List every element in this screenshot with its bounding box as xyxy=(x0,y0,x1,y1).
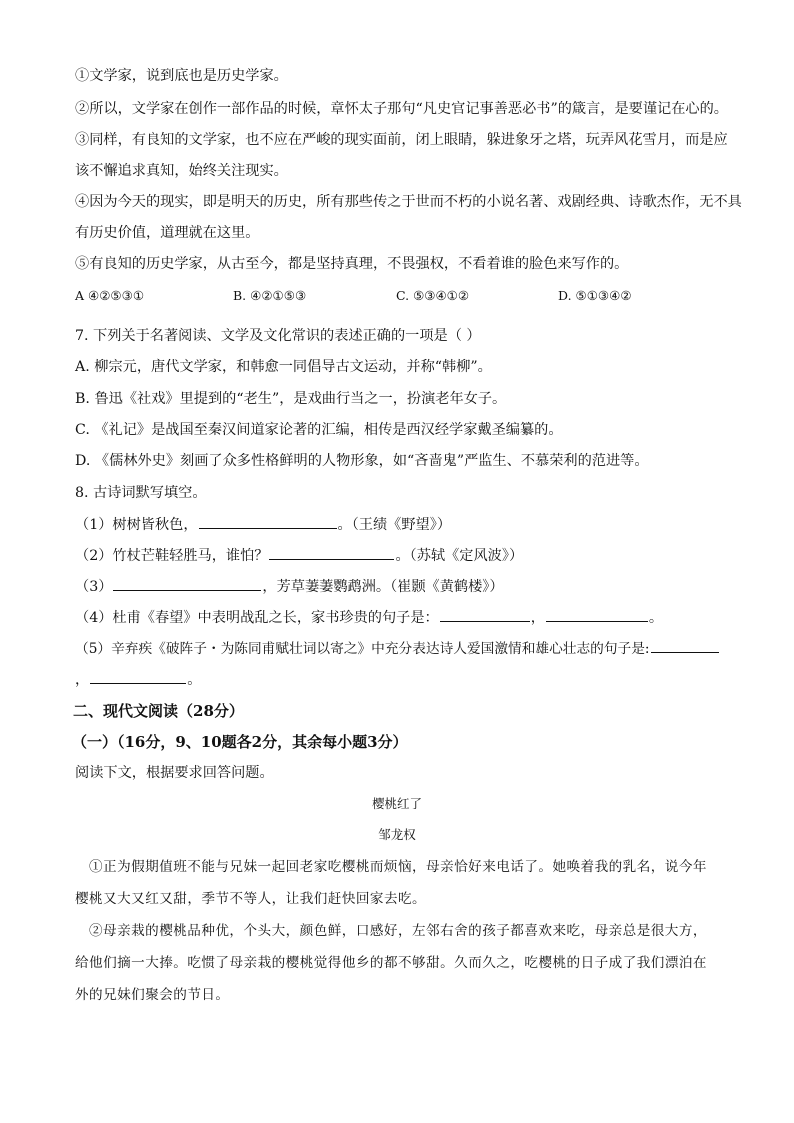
q8-2-prefix: （2）竹杖芒鞋轻胜马，谁怕？ xyxy=(75,548,269,564)
section-2-title: 二、现代文阅读（28分） xyxy=(73,702,244,720)
q8-1-source: 。（王绩《野望》） xyxy=(337,517,452,533)
q8-4-period: 。 xyxy=(648,610,664,626)
q6-sentence-5: ⑤有良知的历史学家，从古至今，都是坚持真理，不畏强权，不看着谁的脸色来写作的。 xyxy=(75,256,629,272)
q8-2-blank[interactable] xyxy=(269,545,394,560)
q8-line-5-cont xyxy=(75,669,201,690)
q8-5-prefix: （5）辛弃疾《破阵子・为陈同甫赋壮词以寄之》中充分表达诗人爱国激情和雄心壮志的句子是: xyxy=(75,641,650,657)
article-paragraph-1 xyxy=(75,851,720,915)
q7-option-c[interactable]: C. 《礼记》是战国至秦汉间道家论著的汇编，相传是西汉经学家戴圣编纂的。 xyxy=(75,422,563,438)
q8-line-2 xyxy=(75,545,523,566)
q8-4-comma: ， xyxy=(530,610,545,626)
q8-3-source: ，芳草萋萋鹦鹉洲。（崔颢《黄鹤楼》） xyxy=(262,579,504,595)
article-title: 樱桃红了 xyxy=(371,796,422,811)
q8-stem: 8. 古诗词默写填空。 xyxy=(75,485,207,501)
article-author: 邹龙权 xyxy=(378,827,416,842)
q7-option-b[interactable]: B. 鲁迅《社戏》里提到的“老生”，是戏曲行当之一，扮演老年女子。 xyxy=(75,391,507,407)
q8-line-5 xyxy=(75,638,720,659)
article-paragraph-2 xyxy=(75,915,720,1011)
q6-sentence-4-cont: 有历史价值，道理就在这里。 xyxy=(75,225,260,241)
q7-option-a[interactable]: A. 柳宗元，唐代文学家，和韩愈一同倡导古文运动，并称“韩柳”。 xyxy=(75,359,492,375)
q6-option-a[interactable]: A ④②⑤③① xyxy=(75,288,145,303)
q8-4-prefix: （4）杜甫《春望》中表明战乱之长，家书珍贵的句子是： xyxy=(75,610,439,626)
q8-line-3 xyxy=(75,576,504,597)
q8-5-blank-2[interactable] xyxy=(90,669,186,684)
article-paragraph-2-text: ②母亲栽的樱桃品种优，个头大，颜色鲜，口感好，左邻右舍的孩子都喜欢来吃，母亲总是很大方，给他们摘一大捧。吃惯了母亲栽的樱桃觉得他乡的都不够甜。久而久之，吃樱桃的日子成了我们漂泊在外的兄妹们聚会的节日。 xyxy=(75,923,707,1003)
q7-stem: 7. 下列关于名著阅读、文学及文化常识的表述正确的一项是（ ） xyxy=(75,328,481,344)
section-2-subtitle: （一）（16分，9、10题各2分，其余每小题3分） xyxy=(72,733,408,751)
q6-options xyxy=(75,286,715,306)
q8-5-period: 。 xyxy=(187,672,202,688)
q6-sentence-3-cont: 该不懈追求真知，始终关注现实。 xyxy=(75,163,288,179)
q8-5-comma: ， xyxy=(75,672,90,688)
q8-4-blank-2[interactable] xyxy=(546,607,648,622)
q6-sentence-4: ④因为今天的现实，即是明天的历史，所有那些传之于世而不朽的小说名著、戏剧经典、诗歌杰作，无不具 xyxy=(75,194,742,210)
q6-option-b[interactable]: B. ④②①⑤③ xyxy=(233,288,307,303)
q8-line-1 xyxy=(75,514,451,535)
q8-line-4 xyxy=(75,607,663,628)
q8-1-blank[interactable] xyxy=(199,514,337,529)
q6-sentence-3: ③同样，有良知的文学家，也不应在严峻的现实面前，闭上眼睛，躲进象牙之塔，玩弄风花雪月，而是应 xyxy=(75,132,728,148)
q6-sentence-2: ②所以，文学家在创作一部作品的时候，章怀太子那句“凡史官记事善恶必书”的箴言，是要谨记在心的。 xyxy=(75,101,728,117)
q8-4-blank-1[interactable] xyxy=(440,607,530,622)
article-paragraph-1-text: ①正为假期值班不能与兄妹一起回老家吃樱桃而烦恼，母亲恰好来电话了。她唤着我的乳名，说今年樱桃又大又红又甜，季节不等人，让我们赶快回家去吃。 xyxy=(75,859,707,907)
q6-option-c[interactable]: C. ⑤③④①② xyxy=(396,288,470,303)
q8-2-source: 。（苏轼《定风波》） xyxy=(395,548,524,564)
q8-3-blank[interactable] xyxy=(113,576,261,591)
q7-option-d[interactable]: D. 《儒林外史》刻画了众多性格鲜明的人物形象，如“吝啬鬼”严监生、不慕荣利的范进等。 xyxy=(75,453,649,469)
q6-sentence-1: ①文学家，说到底也是历史学家。 xyxy=(75,68,288,84)
q8-3-prefix: （3） xyxy=(75,579,113,595)
q6-option-d[interactable]: D. ⑤①③④② xyxy=(558,288,632,303)
q8-1-prefix: （1）树树皆秋色， xyxy=(75,517,198,533)
q8-5-blank-1[interactable] xyxy=(651,638,719,653)
reading-instruction: 阅读下文，根据要求回答问题。 xyxy=(75,765,274,781)
